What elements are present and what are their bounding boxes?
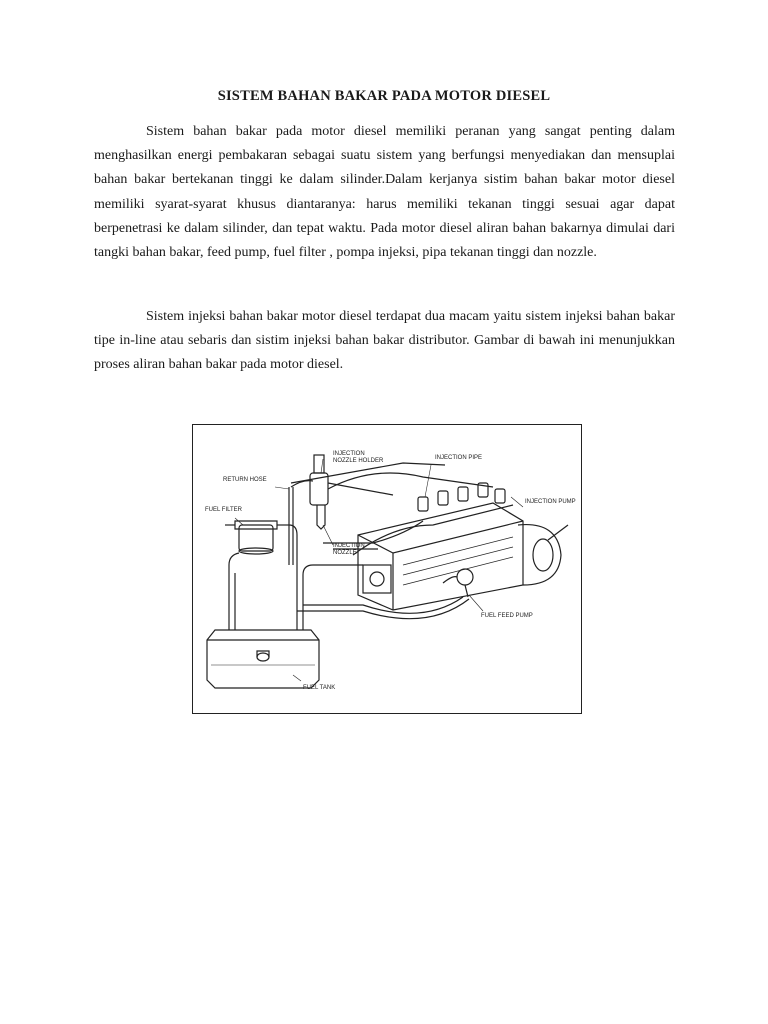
nozzle-holder-drawing [310, 455, 393, 529]
label-fuel-tank: FUEL TANK [303, 685, 336, 691]
label-injection-pump: INJECTION PUMP [525, 499, 576, 505]
label-fuel-feed-pump: FUEL FEED PUMP [481, 613, 533, 619]
label-fuel-filter: FUEL FILTER [205, 507, 243, 513]
paragraph-2: Sistem injeksi bahan bakar motor diesel terdapat dua macam yaitu sistem injeksi bahan bakar tipe in-line atau sebaris dan sistim injeksi bahan bakar distributor. Gambar di bawah ini menunjukkan proses aliran bahan bakar pada motor diesel. [94, 309, 675, 373]
fuel-filter-drawing [225, 521, 289, 554]
fuel-system-diagram [192, 424, 582, 714]
feed-pump-drawing [443, 569, 473, 597]
document-title: SISTEM BAHAN BAKAR PADA MOTOR DIESEL [217, 88, 551, 104]
fuel-system-illustration [193, 425, 581, 713]
label-injection-pipe: INJECTION PIPE [435, 455, 483, 461]
fuel-tank-drawing [207, 630, 319, 688]
label-nozzle-holder-2: NOZZLE HOLDER [333, 458, 384, 464]
label-nozzle-2: NOZZLE [333, 550, 357, 556]
label-return-hose: RETURN HOSE [223, 477, 267, 483]
label-nozzle-holder-1: INJECTION [333, 451, 365, 457]
paragraph-1: Sistem bahan bakar pada motor diesel memiliki peranan yang sangat penting dalam menghasilkan energi pembakaran sebagai suatu sistem yang berfungsi menyediakan dan mensuplai bahan bakar bertekanan tinggi ke dalam silinder.Dalam kerjanya sistim bahan bakar motor diesel memiliki syarat-syarat khusus diantaranya: harus memiliki tekanan tinggi sesuai agar dapat berpenetrasi ke dalam silinder, dan tepat waktu. Pada motor diesel aliran bahan bakarnya dimulai dari tangki bahan bakar, feed pump, fuel filter , pompa injeksi, pipa tekanan tinggi dan nozzle. [94, 124, 675, 261]
label-nozzle-1: INJECTION [333, 543, 365, 549]
